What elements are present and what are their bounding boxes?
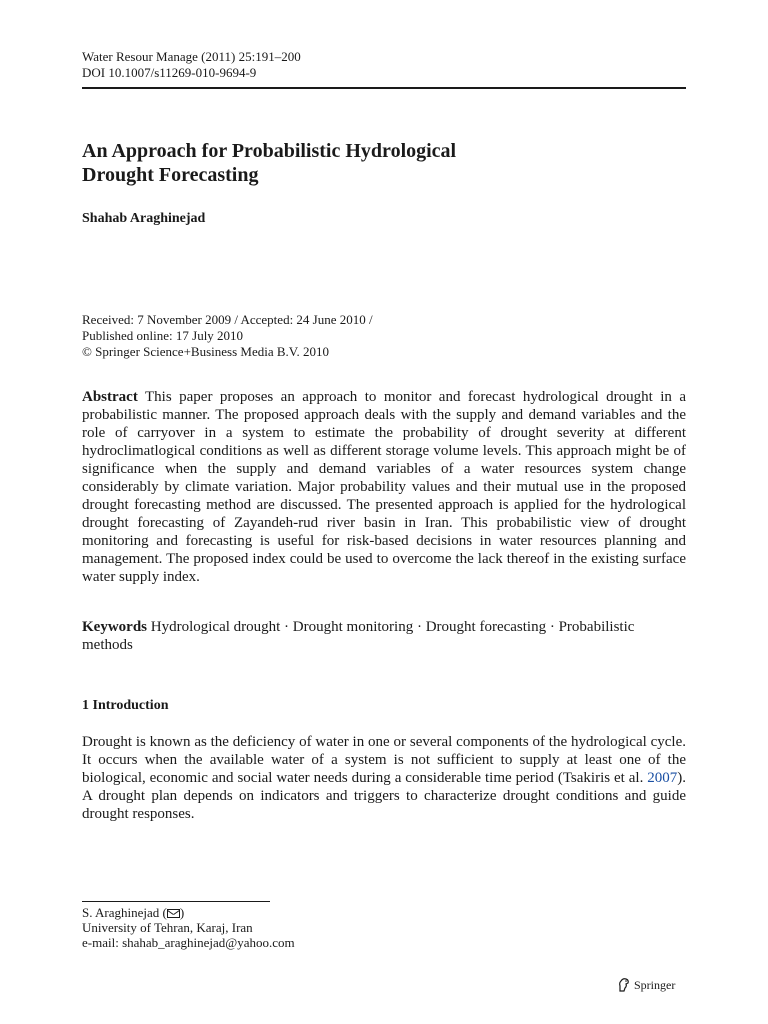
received-accepted-line: Received: 7 November 2009 / Accepted: 24 June 2010 / xyxy=(82,312,373,327)
abstract-label: Abstract xyxy=(82,389,138,405)
article-dates xyxy=(82,312,373,360)
introduction-paragraph xyxy=(82,733,686,823)
abstract xyxy=(82,388,686,586)
header-rule xyxy=(82,87,686,89)
springer-horse-icon xyxy=(617,977,631,993)
title-line-2: Drought Forecasting xyxy=(82,164,259,186)
section-heading-introduction: 1 Introduction xyxy=(82,698,169,713)
keywords-text: Hydrological drought · Drought monitoring · Drought forecasting · Probabilistic methods xyxy=(82,619,635,653)
keywords-label: Keywords xyxy=(82,619,147,635)
author-footnote xyxy=(82,905,295,950)
journal-header xyxy=(82,49,301,81)
citation-link[interactable]: 2007 xyxy=(647,770,678,786)
abstract-text: This paper proposes an approach to monitor and forecast hydrological drought in a probabilistic manner. The proposed approach deals with the supply and demand variables and the role of carryover in a system to estimate the probability of drought severity at different hydroclimatlogical conditions as well as different storage volume levels. This approach might be of significance when the supply and demand variables of a water resources system change considerably by climate variation. Major probability values and their mutual use in the proposed drought forecasting method are discussed. The presented approach is applied for the hydrological drought forecasting of Zayandeh-rud river basin in Iran. This probabilistic view of drought monitoring and forecasting is useful for risk-based decisions in water resources planning and management. The proposed index could be used to overcome the lack thereof in the existing surface water supply index. xyxy=(82,389,686,585)
footnote-email[interactable]: e-mail: shahab_araghinejad@yahoo.com xyxy=(82,935,295,950)
intro-text-start: Drought is known as the deficiency of water in one or several components of the hydrological cycle. It occurs when the available water of a system is not sufficient to supply at least one of the biological, economic and social water needs during a considerable time period (Tsakiris et al. xyxy=(82,734,686,786)
publisher-mark xyxy=(617,977,675,993)
doi-line: DOI 10.1007/s11269-010-9694-9 xyxy=(82,65,257,80)
intro-text-end: ). A drought plan depends on indicators and triggers to characterize drought conditions and guide drought responses. xyxy=(82,770,686,822)
publisher-name: Springer xyxy=(634,977,676,992)
footnote-rule xyxy=(82,901,270,902)
author-name: Shahab Araghinejad xyxy=(82,211,206,226)
published-online-line: Published online: 17 July 2010 xyxy=(82,328,244,343)
footnote-author-line xyxy=(82,905,295,920)
keywords xyxy=(82,618,686,654)
copyright-line: © Springer Science+Business Media B.V. 2010 xyxy=(82,344,329,359)
footnote-author-close: ) xyxy=(179,905,185,920)
journal-citation: Water Resour Manage (2011) 25:191–200 xyxy=(82,49,301,64)
title-line-1: An Approach for Probabilistic Hydrological xyxy=(82,140,457,162)
footnote-affiliation: University of Tehran, Karaj, Iran xyxy=(82,920,253,935)
envelope-icon xyxy=(167,909,180,918)
footnote-author-name: S. Araghinejad ( xyxy=(82,905,167,920)
article-title xyxy=(82,139,682,187)
